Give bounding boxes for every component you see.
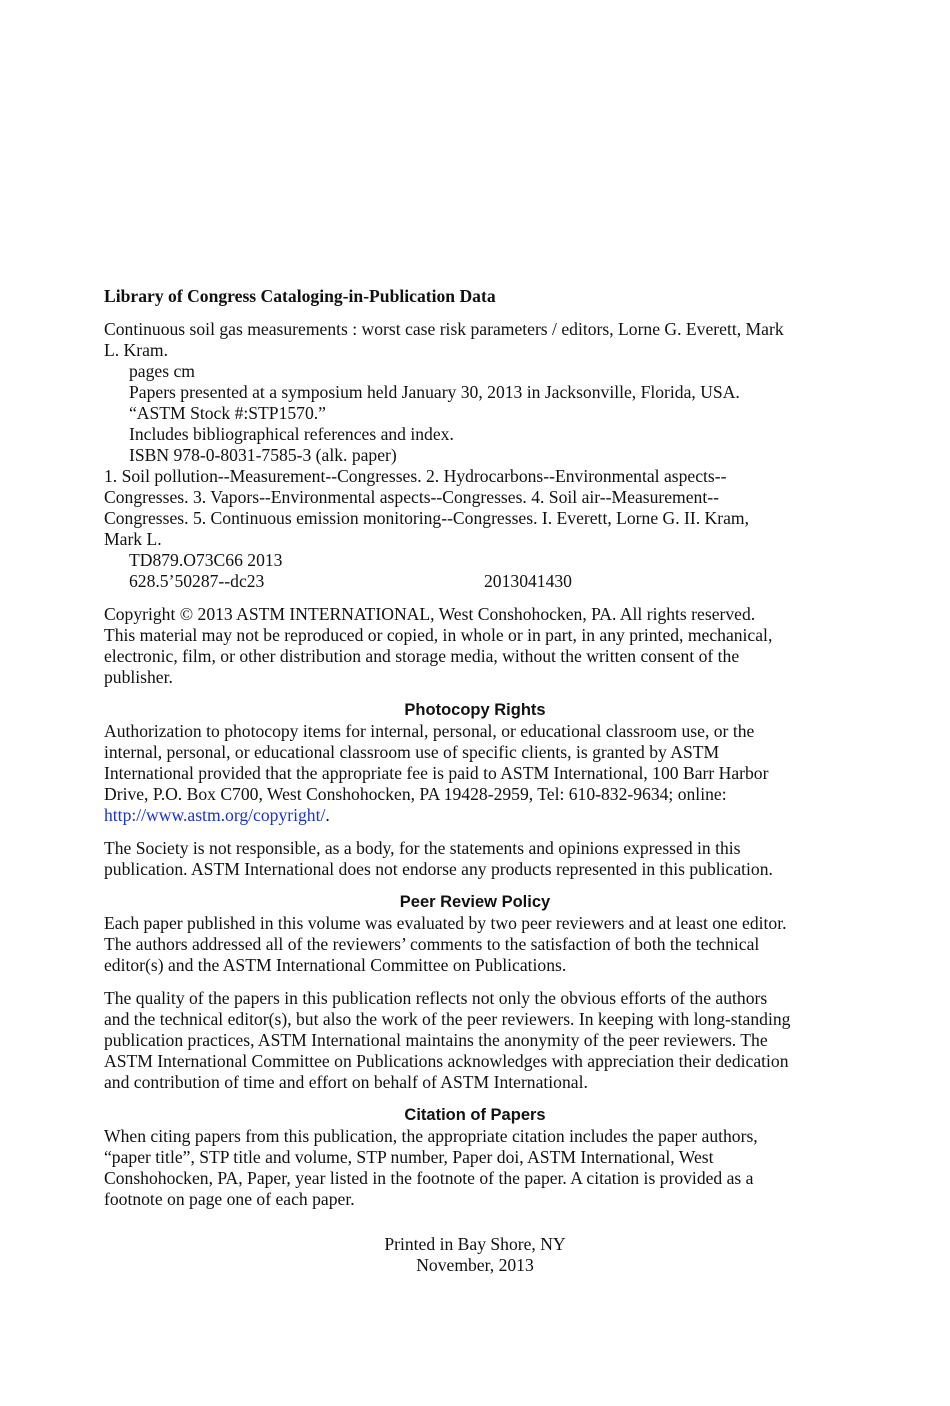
copyright-page bbox=[104, 286, 846, 1276]
photocopy-line: internal, personal, or educational classroom use of specific clients, is granted by ASTM bbox=[104, 742, 720, 762]
copyright-block bbox=[104, 604, 846, 688]
society-line: publication. ASTM International does not endorse any products represented in this publication. bbox=[104, 859, 773, 879]
society-disclaimer bbox=[104, 838, 846, 880]
quality-line: The quality of the papers in this publication reflects not only the obvious efforts of the authors bbox=[104, 988, 768, 1008]
copyright-line: Copyright © 2013 ASTM INTERNATIONAL, West Conshohocken, PA. All rights reserved. bbox=[104, 604, 756, 624]
copyright-line: electronic, film, or other distribution and storage media, without the written consent of the bbox=[104, 646, 740, 666]
society-line: The Society is not responsible, as a body, for the statements and opinions expressed in this bbox=[104, 838, 741, 858]
peer-review-body bbox=[104, 913, 846, 976]
cip-call-number: TD879.O73C66 2013 bbox=[129, 550, 283, 570]
photocopy-rights-body bbox=[104, 721, 846, 826]
peer-review-line: editor(s) and the ASTM International Committee on Publications. bbox=[104, 955, 567, 975]
photocopy-link-line bbox=[104, 805, 846, 826]
quality-line: and contribution of time and effort on behalf of ASTM International. bbox=[104, 1072, 588, 1092]
cip-pages: pages cm bbox=[129, 361, 195, 381]
peer-review-line: The authors addressed all of the reviewers’ comments to the satisfaction of both the technical bbox=[104, 934, 760, 954]
cip-subjects-line: 1. Soil pollution--Measurement--Congresses. 2. Hydrocarbons--Environmental aspects-- bbox=[104, 466, 727, 486]
quality-paragraph bbox=[104, 988, 846, 1093]
printed-place: Printed in Bay Shore, NY bbox=[384, 1234, 566, 1254]
citation-line: When citing papers from this publication, the appropriate citation includes the paper authors, bbox=[104, 1126, 758, 1146]
cip-dewey: 628.5’50287--dc23 bbox=[129, 571, 265, 591]
cip-title-line: L. Kram. bbox=[104, 340, 169, 360]
cip-isbn: ISBN 978-0-8031-7585-3 (alk. paper) bbox=[129, 445, 397, 465]
quality-line: and the technical editor(s), but also the work of the peer reviewers. In keeping with long-standing bbox=[104, 1009, 791, 1029]
cip-subjects-line: Mark L. bbox=[104, 529, 162, 549]
photocopy-rights-heading: Photocopy Rights bbox=[404, 701, 546, 719]
copyright-line: This material may not be reproduced or copied, in whole or in part, in any printed, mechanical, bbox=[104, 625, 773, 645]
quality-line: ASTM International Committee on Publications acknowledges with appreciation their dedication bbox=[104, 1051, 789, 1071]
peer-review-line: Each paper published in this volume was evaluated by two peer reviewers and at least one editor. bbox=[104, 913, 787, 933]
cip-stock: “ASTM Stock #:STP1570.” bbox=[129, 403, 326, 423]
cip-includes: Includes bibliographical references and index. bbox=[129, 424, 454, 444]
photocopy-line: International provided that the appropriate fee is paid to ASTM International, 100 Barr Harbor bbox=[104, 763, 769, 783]
citation-line: footnote on page one of each paper. bbox=[104, 1189, 355, 1209]
citation-line: “paper title”, STP title and volume, STP number, Paper doi, ASTM International, West bbox=[104, 1147, 714, 1167]
cip-classification-row bbox=[104, 571, 846, 592]
citation-heading: Citation of Papers bbox=[404, 1106, 546, 1124]
printed-date: November, 2013 bbox=[416, 1255, 534, 1275]
photocopy-line: Drive, P.O. Box C700, West Conshohocken, PA 19428-2959, Tel: 610-832-9634; online: bbox=[104, 784, 727, 804]
photocopy-line: Authorization to photocopy items for internal, personal, or educational classroom use, or the bbox=[104, 721, 755, 741]
link-suffix: . bbox=[325, 805, 330, 825]
cip-subjects-line: Congresses. 5. Continuous emission monitoring--Congresses. I. Everett, Lorne G. II. Kram, bbox=[104, 508, 750, 528]
copyright-link[interactable]: http://www.astm.org/copyright/ bbox=[104, 805, 326, 825]
citation-body bbox=[104, 1126, 846, 1210]
citation-line: Conshohocken, PA, Paper, year listed in the footnote of the paper. A citation is provided as a bbox=[104, 1168, 754, 1188]
cip-block bbox=[104, 286, 846, 592]
cip-presented: Papers presented at a symposium held January 30, 2013 in Jacksonville, Florida, USA. bbox=[129, 382, 740, 402]
peer-review-heading: Peer Review Policy bbox=[399, 893, 551, 911]
cip-lccn: 2013041430 bbox=[484, 571, 572, 591]
quality-line: publication practices, ASTM International maintains the anonymity of the peer reviewers. The bbox=[104, 1030, 768, 1050]
printed-info bbox=[104, 1234, 846, 1276]
cip-heading: Library of Congress Cataloging-in-Publication Data bbox=[104, 286, 496, 306]
cip-subjects-line: Congresses. 3. Vapors--Environmental aspects--Congresses. 4. Soil air--Measurement-- bbox=[104, 487, 719, 507]
cip-title-line: Continuous soil gas measurements : worst case risk parameters / editors, Lorne G. Everett, Mark bbox=[104, 319, 784, 339]
copyright-line: publisher. bbox=[104, 667, 173, 687]
